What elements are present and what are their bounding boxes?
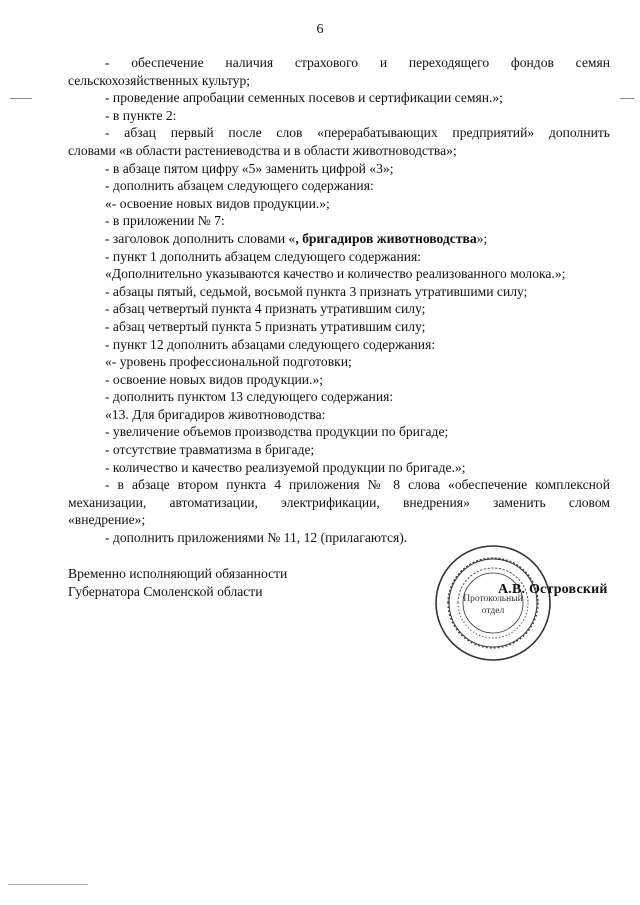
text-segment: - абзац четвертый пункта 4 признать утратившим силу; — [105, 301, 426, 317]
text-segment: - в приложении № 7: — [105, 213, 225, 229]
paragraph-line — [68, 388, 610, 406]
text-segment: словами «в области растениеводства и в области животноводства»; — [68, 142, 457, 158]
scan-artifact-left — [10, 98, 32, 99]
paragraph-line — [68, 177, 610, 195]
paragraph-line — [68, 300, 610, 318]
text-segment: «13. Для бригадиров животноводства: — [105, 406, 326, 422]
bold-text: , бригадиров животноводства — [295, 230, 477, 246]
paragraph-line — [68, 212, 610, 230]
paragraph-line — [68, 476, 610, 494]
scan-artifact-right — [620, 98, 634, 99]
paragraph-line — [68, 441, 610, 459]
text-segment: - пункт 1 дополнить абзацем следующего содержания: — [105, 248, 422, 264]
paragraph-line — [68, 160, 610, 178]
paragraph-line — [68, 124, 610, 142]
text-segment: - абзац первый после слов «перерабатывающих предприятий» дополнить — [105, 125, 610, 141]
text-segment: - в пункте 2: — [105, 107, 177, 123]
footer-rule — [8, 884, 88, 885]
text-segment: сельскохозяйственных культур; — [68, 72, 251, 88]
paragraph-line — [68, 248, 610, 266]
text-segment: - дополнить приложениями № 11, 12 (прилагаются). — [105, 530, 408, 546]
signature-block — [68, 565, 287, 600]
text-segment: - дополнить пунктом 13 следующего содержания: — [105, 389, 394, 405]
official-seal — [434, 544, 552, 662]
signer-name: А.В. Островский — [498, 582, 608, 597]
text-segment: - освоение новых видов продукции.»; — [105, 371, 324, 387]
paragraph-line — [68, 494, 610, 512]
paragraph-line — [68, 230, 610, 248]
text-segment: - заголовок дополнить словами « — [105, 230, 296, 246]
signer-position-line2: Губернатора Смоленской области — [68, 583, 263, 599]
text-segment: «внедрение»; — [68, 512, 146, 528]
paragraph-line — [68, 406, 610, 424]
paragraph-line — [68, 72, 610, 90]
paragraph-line — [68, 423, 610, 441]
text-segment: - абзацы пятый, седьмой, восьмой пункта 3 признать утратившими силу; — [105, 283, 528, 299]
signer-position-line1: Временно исполняющий обязанности — [68, 566, 288, 581]
paragraph-line — [68, 336, 610, 354]
paragraph-line — [68, 107, 610, 125]
paragraph-line — [68, 318, 610, 336]
text-segment: - проведение апробации семенных посевов и сертификации семян.»; — [105, 90, 503, 106]
text-segment: - абзац четвертый пункта 5 признать утратившим силу; — [105, 318, 426, 334]
paragraph-line — [68, 54, 610, 72]
text-segment: - обеспечение наличия страхового и переходящего фондов семян — [105, 55, 610, 70]
paragraph-line — [68, 371, 610, 389]
page-number: 6 — [316, 22, 324, 37]
stamp-center-line1: Протокольный — [463, 594, 523, 604]
paragraph-line — [68, 511, 610, 529]
text-segment: - отсутствие травматизма в бригаде; — [105, 442, 315, 458]
paragraph-line — [68, 283, 610, 301]
text-segment: «- уровень профессиональной подготовки; — [105, 354, 352, 370]
paragraph-line — [68, 142, 610, 160]
text-segment: - количество и качество реализуемой продукции по бригаде.»; — [105, 459, 466, 475]
text-segment: - в абзаце пятом цифру «5» заменить цифрой «3»; — [105, 160, 394, 176]
text-segment: - в абзаце втором пункта 4 приложения № 8 слова «обеспечение комплексной — [105, 477, 610, 493]
text-segment: - дополнить абзацем следующего содержания: — [105, 178, 374, 194]
text-segment: - пункт 12 дополнить абзацами следующего содержания: — [105, 336, 436, 352]
document-body — [68, 54, 610, 547]
text-segment: механизации, автоматизации, электрификации, внедрения» заменить словом — [68, 494, 610, 510]
text-segment: - увеличение объемов производства продукции по бригаде; — [105, 424, 449, 440]
text-segment: «Дополнительно указываются качество и количество реализованного молока.»; — [105, 266, 566, 282]
text-segment: «- освоение новых видов продукции.»; — [105, 195, 330, 211]
paragraph-line — [68, 459, 610, 477]
stamp-center-line2: отдел — [481, 606, 505, 616]
paragraph-line — [68, 89, 610, 107]
paragraph-line — [68, 265, 610, 283]
paragraph-line — [68, 353, 610, 371]
paragraph-line — [68, 195, 610, 213]
text-segment: »; — [476, 230, 488, 246]
